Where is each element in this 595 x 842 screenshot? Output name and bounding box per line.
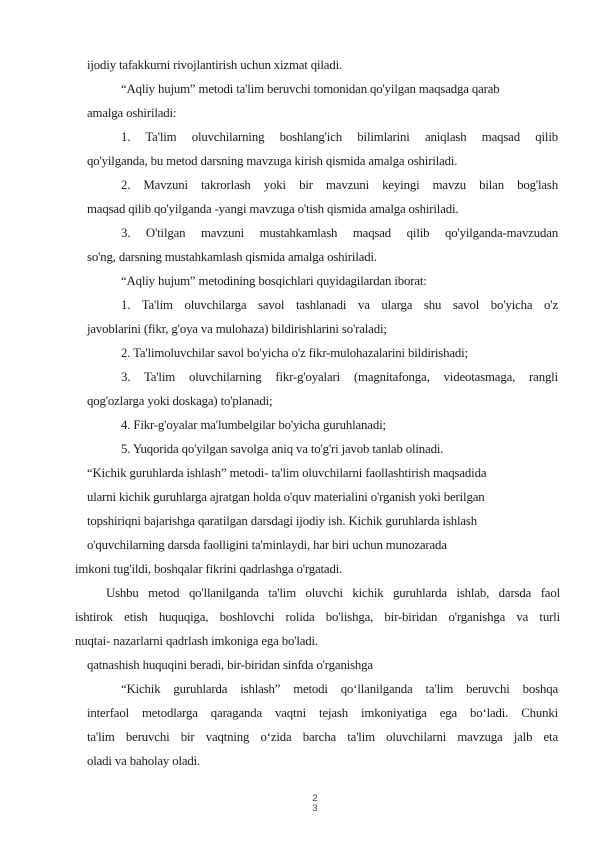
text-line: “Aqliy hujum” metodi ta'lim beruvchi tomonidan qo'yilgan maqsadga qarab (121, 82, 500, 96)
text-line: qog'ozlarga yoki doskaga) to'planadi; (87, 394, 273, 408)
text-line: 1. Ta'lim oluvchilarning boshlang'ich bilimlarini aniqlash maqsad qilib (121, 130, 558, 144)
page-number: 2 (312, 793, 318, 804)
text-line: 3. Ta'lim oluvchilarning fikr-g'oyalari (magnitafonga, videotasmaga, rangli (121, 370, 558, 384)
text-line: ularni kichik guruhlarga ajratgan holda o'quv materialini o'rganish yoki berilgan (87, 490, 485, 504)
text-line: qo'yilganda, bu metod darsning mavzuga kirish qismida amalga oshiriladi. (87, 154, 458, 168)
text-line: maqsad qilib qo'yilganda -yangi mavzuga o'tish qismida amalga oshiriladi. (87, 202, 459, 216)
text-line: ishtirok etish huquqiga, boshlovchi rolida bo'lishga, bir-biridan o'rganishga va turli (75, 610, 560, 624)
text-line: so'ng, darsning mustahkamlash qismida amalga oshiriladi. (87, 250, 377, 264)
text-line: oladi va baholay oladi. (87, 754, 201, 768)
text-line: 2. Ta'limoluvchilar savol bo'yicha o'z fikr-mulohazalarini bildirishadi; (121, 346, 468, 360)
text-line: ta'lim beruvchi bir vaqtning o‘zida barcha ta'lim oluvchilarni mavzuga jalb eta (87, 730, 558, 744)
text-line: “Kichik guruhlarda ishlash” metodi qo‘llanilganda ta'lim beruvchi boshqa (121, 682, 558, 696)
text-line: amalga oshiriladi: (87, 106, 177, 120)
text-line: ijodiy tafakkurni rivojlantirish uchun xizmat qiladi. (87, 58, 343, 72)
page-number: 3 (312, 803, 318, 814)
text-line: interfaol metodlarga qaraganda vaqtni tejash imkoniyatiga ega bo‘ladi. Chunki (87, 706, 558, 720)
text-line: “Kichik guruhlarda ishlash” metodi- ta'lim oluvchilarni faollashtirish maqsadida (87, 466, 487, 480)
text-line: 4. Fikr-g'oyalar ma'lumbelgilar bo'yicha guruhlanadi; (121, 418, 386, 432)
text-line: 5. Yuqorida qo'yilgan savolga aniq va to'g'ri javob tanlab olinadi. (121, 442, 444, 456)
text-line: 3. O'tilgan mavzuni mustahkamlash maqsad qilib qo'yilganda-mavzudan (121, 226, 558, 240)
text-line: topshiriqni bajarishga qaratilgan darsdagi ijodiy ish. Kichik guruhlarda ishlash (87, 514, 477, 528)
text-line: Ushbu metod qo'llanilganda ta'lim oluvchi kichik guruhlarda ishlab, darsda faol (106, 586, 560, 600)
text-line: imkoni tug'ildi, boshqalar fikrini qadrlashga o'rgatadi. (75, 562, 343, 576)
text-line: 2. Mavzuni takrorlash yoki bir mavzuni keyingi mavzu bilan bog'lash (121, 178, 558, 192)
text-line: 1. Ta'lim oluvchilarga savol tashlanadi va ularga shu savol bo'yicha o'z (121, 298, 558, 312)
text-line: nuqtai- nazarlarni qadrlash imkoniga ega bo'ladi. (75, 634, 318, 648)
text-line: qatnashish huquqini beradi, bir-biridan sinfda o'rganishga (87, 658, 373, 672)
text-line: “Aqliy hujum” metodining bosqichlari quyidagilardan iborat: (121, 274, 427, 288)
text-line: javoblarini (fikr, g'oya va mulohaza) bildirishlarini so'raladi; (87, 322, 387, 336)
text-line: o'quvchilarning darsda faolligini ta'minlaydi, har biri uchun munozarada (87, 538, 447, 552)
